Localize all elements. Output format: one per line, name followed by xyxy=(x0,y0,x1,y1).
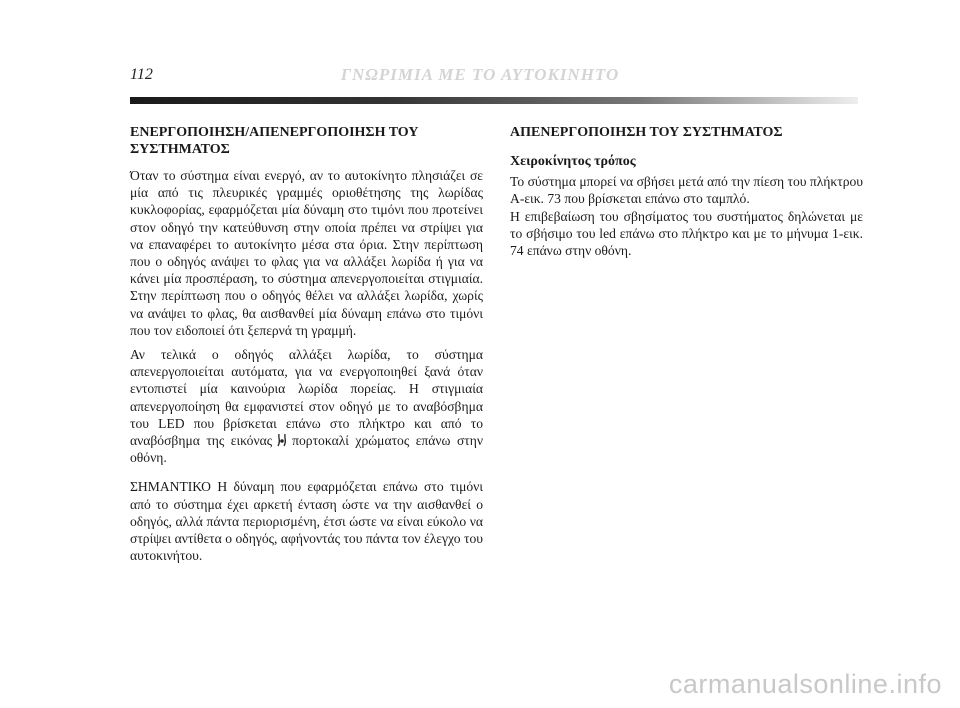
paragraph-button-press: Το σύστημα μπορεί να σβήσει μετά από την πίεση του πλήκτρου A-εικ. 73 που βρίσκεται επάνω στο ταμπλό. xyxy=(510,174,863,207)
paragraph-lane-change-end: πορτοκαλί χρώματος επάνω στην οθόνη. xyxy=(130,433,484,466)
subheading-manual-mode: Χειροκίνητος τρόπος xyxy=(510,154,636,169)
running-header: ΓΝΩΡΙΜΙΑ ΜΕ ΤΟ ΑΥΤΟΚΙΝΗΤΟ xyxy=(340,65,620,84)
paragraph-lane-change xyxy=(130,346,483,466)
paragraph-confirmation: Η επιβεβαίωση του σβησίματος του συστήματος δηλώνεται με το σβήσιμο του led επάνω στο πλήκτρο και με το μήνυμα 1-εικ. 74 επάνω στην οθόνη. xyxy=(510,208,863,259)
page-number: 112 xyxy=(130,66,153,83)
header-rule xyxy=(130,97,858,104)
section-title-activation: ΕΝΕΡΓΟΠΟΙΗΣΗ/ΑΠΕΝΕΡΓΟΠΟΙΗΣΗ ΤΟΥ ΣΥΣΤΗΜΑΤΟΣ xyxy=(130,125,419,157)
paragraph-lane-change-text: Αν τελικά ο οδηγός αλλάξει λωρίδα, το σύστημα απενεργοποιείται αυτόματα, για να ενεργοποιηθεί ξανά όταν εντοπιστεί μία καινούρια λωρίδα πορείας. Η στιγμιαία απενεργοποίηση θα εμφανιστεί στον οδηγό με το αναβόσβημα του LED που βρίσκεται επάνω στο πλήκτρο και από το αναβόσβημα της εικόνας xyxy=(130,347,483,449)
lane-assist-icon xyxy=(275,433,289,447)
watermark: carmanualsonline.info xyxy=(668,669,942,699)
left-column xyxy=(130,124,483,571)
paragraph-operation: Όταν το σύστημα είναι ενεργό, αν το αυτοκίνητο πλησιάζει σε μία από τις πλευρικές γραμμές οριοθέτησης της λωρίδας κυκλοφορίας, εφαρμόζεται μία δύναμη στο τιμόνι που προτείνει στον οδηγό την κατεύθυνση στην οποία πρέπει να στρίψει για να επαναφέρει το αυτοκίνητο μέσα στα όρια. Στην περίπτωση που ο οδηγός ανάψει το φλας για να αλλάξει λωρίδα ή για να κάνει μία προσπέραση, το σύστημα απενεργοποιείται στιγμιαία. Στην περίπτωση που ο οδηγός θέλει να αλλάξει λωρίδα, χωρίς να ανάψει το φλας, θα αισθανθεί μία δύναμη επάνω στο τιμόνι που τον ειδοποιεί ότι ξεπερνά τη γραμμή. xyxy=(130,168,483,338)
section-title-deactivation: ΑΠΕΝΕΡΓΟΠΟΙΗΣΗ ΤΟΥ ΣΥΣΤΗΜΑΤΟΣ xyxy=(510,125,783,140)
right-column xyxy=(510,124,863,266)
paragraph-important: ΣΗΜΑΝΤΙΚΟ Η δύναμη που εφαρμόζεται επάνω στο τιμόνι από το σύστημα έχει αρκετή ένταση ώστε να την αισθανθεί ο οδηγός, αλλά πάντα περιορισμένη, έτσι ώστε να είναι εύκολο να στρίψει αντίθετα ο οδηγός, αφήνοντάς του πάντα τον έλεγχο του αυτοκινήτου. xyxy=(130,479,483,564)
